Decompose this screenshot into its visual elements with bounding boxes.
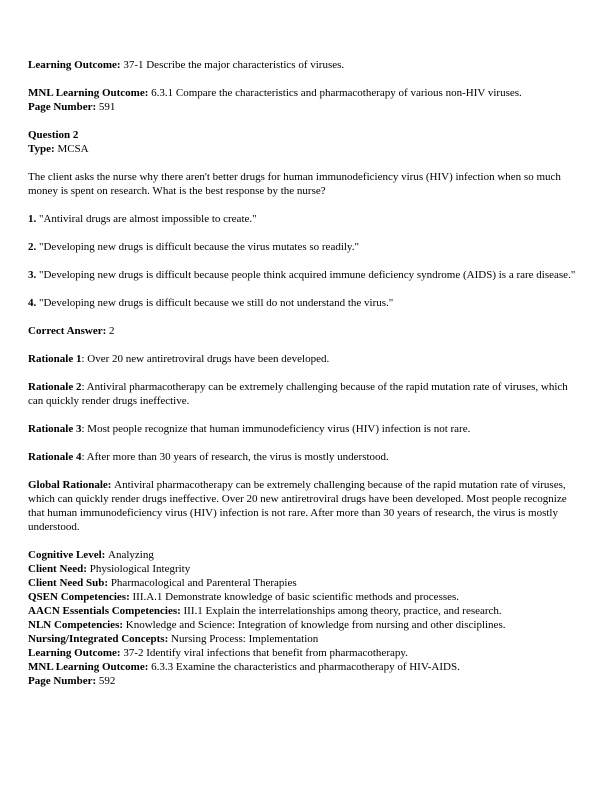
label-text: 2. bbox=[28, 241, 39, 253]
nursing-integrated-concepts-line bbox=[28, 632, 584, 646]
body-text: Analyzing bbox=[108, 549, 154, 561]
qsen-competencies-line bbox=[28, 590, 584, 604]
label-text: NLN Competencies: bbox=[28, 619, 126, 631]
question-stem bbox=[28, 170, 584, 198]
question-heading bbox=[28, 128, 584, 142]
learning-outcome-line bbox=[28, 58, 584, 72]
label-text: Learning Outcome: bbox=[28, 59, 124, 71]
mnl-learning-outcome-line-2 bbox=[28, 660, 584, 674]
body-text: 2 bbox=[109, 325, 115, 337]
body-text: Physiological Integrity bbox=[89, 563, 191, 575]
label-text: MNL Learning Outcome: bbox=[28, 87, 152, 99]
label-text: MNL Learning Outcome: bbox=[28, 661, 152, 673]
label-text: Page Number: bbox=[28, 101, 99, 113]
body-text: 37-2 Identify viral infections that benefit from pharmacotherapy. bbox=[123, 647, 408, 659]
label-text: Rationale 4 bbox=[28, 451, 82, 463]
page-number-line bbox=[28, 100, 584, 114]
body-text: 6.3.1 Compare the characteristics and pharmacotherapy of various non-HIV viruses. bbox=[151, 87, 522, 99]
label-text: Client Need Sub: bbox=[28, 577, 111, 589]
label-text: Rationale 2 bbox=[28, 381, 82, 393]
question-type-line bbox=[28, 142, 584, 156]
label-text: QSEN Competencies: bbox=[28, 591, 133, 603]
nln-competencies-line bbox=[28, 618, 584, 632]
body-text: "Developing new drugs is difficult because we still do not understand the virus." bbox=[39, 297, 394, 309]
label-text: Correct Answer: bbox=[28, 325, 110, 337]
body-text: 592 bbox=[98, 675, 116, 687]
body-text: Knowledge and Science: Integration of knowledge from nursing and other disciplines. bbox=[125, 619, 506, 631]
label-text: 1. bbox=[28, 213, 39, 225]
label-text: 3. bbox=[28, 269, 39, 281]
page-number-line-2 bbox=[28, 674, 584, 688]
label-text: Rationale 3 bbox=[28, 423, 82, 435]
label-text: Page Number: bbox=[28, 675, 99, 687]
label-text: Client Need: bbox=[28, 563, 90, 575]
label-text: Nursing/Integrated Concepts: bbox=[28, 633, 171, 645]
label-text: AACN Essentials Competencies: bbox=[28, 605, 184, 617]
label-text: Cognitive Level: bbox=[28, 549, 109, 561]
body-text: : Most people recognize that human immunodeficiency virus (HIV) infection is not rare. bbox=[81, 423, 471, 435]
mnl-learning-outcome-line bbox=[28, 86, 584, 100]
body-text: "Developing new drugs is difficult because people think acquired immune deficiency syndrome (AIDS) is a rare disease." bbox=[39, 269, 576, 281]
body-text: "Antiviral drugs are almost impossible to create." bbox=[39, 213, 257, 225]
rationale-2 bbox=[28, 380, 584, 408]
body-text: "Developing new drugs is difficult because the virus mutates so readily." bbox=[39, 241, 359, 253]
body-text: 591 bbox=[98, 101, 116, 113]
body-text: 37-1 Describe the major characteristics of viruses. bbox=[123, 59, 345, 71]
global-rationale bbox=[28, 478, 584, 534]
rationale-4 bbox=[28, 450, 584, 464]
label-text: Type: bbox=[28, 143, 58, 155]
body-text: Antiviral pharmacotherapy can be extremely challenging because of the rapid mutation rate of viruses, which can quickly render drugs ineffective. Over 20 new antiretroviral drugs have been developed. Most people recognize that human immunodeficiency virus (HIV) infection is not rare. After more than 30 years of research, the virus is mostly understood. bbox=[28, 479, 567, 533]
label-text: Global Rationale: bbox=[28, 479, 115, 491]
correct-answer-line bbox=[28, 324, 584, 338]
body-text: The client asks the nurse why there aren't better drugs for human immunodeficiency virus (HIV) infection when so much money is spent on research. What is the best response by the nurse? bbox=[28, 171, 561, 197]
body-text: Pharmacological and Parenteral Therapies bbox=[110, 577, 297, 589]
client-need-sub-line bbox=[28, 576, 584, 590]
answer-option-3 bbox=[28, 268, 584, 282]
answer-option-4 bbox=[28, 296, 584, 310]
client-need-line bbox=[28, 562, 584, 576]
body-text: : Over 20 new antiretroviral drugs have been developed. bbox=[81, 353, 330, 365]
body-text: III.1 Explain the interrelationships among theory, practice, and research. bbox=[183, 605, 502, 617]
answer-option-2 bbox=[28, 240, 584, 254]
answer-option-1 bbox=[28, 212, 584, 226]
label-text: Rationale 1 bbox=[28, 353, 82, 365]
body-text: III.A.1 Demonstrate knowledge of basic scientific methods and processes. bbox=[132, 591, 460, 603]
learning-outcome-line-2 bbox=[28, 646, 584, 660]
body-text: Nursing Process: Implementation bbox=[171, 633, 319, 645]
body-text: 6.3.3 Examine the characteristics and pharmacotherapy of HIV-AIDS. bbox=[151, 661, 460, 673]
label-text: Question 2 bbox=[28, 129, 79, 141]
cognitive-level-line bbox=[28, 548, 584, 562]
label-text: Learning Outcome: bbox=[28, 647, 124, 659]
body-text: : Antiviral pharmacotherapy can be extremely challenging because of the rapid mutation rate of viruses, which can quickly render drugs ineffective. bbox=[28, 381, 568, 407]
body-text: : After more than 30 years of research, the virus is mostly understood. bbox=[81, 451, 389, 463]
document-body bbox=[28, 58, 584, 688]
label-text: 4. bbox=[28, 297, 39, 309]
rationale-3 bbox=[28, 422, 584, 436]
rationale-1 bbox=[28, 352, 584, 366]
body-text: MCSA bbox=[57, 143, 89, 155]
aacn-competencies-line bbox=[28, 604, 584, 618]
